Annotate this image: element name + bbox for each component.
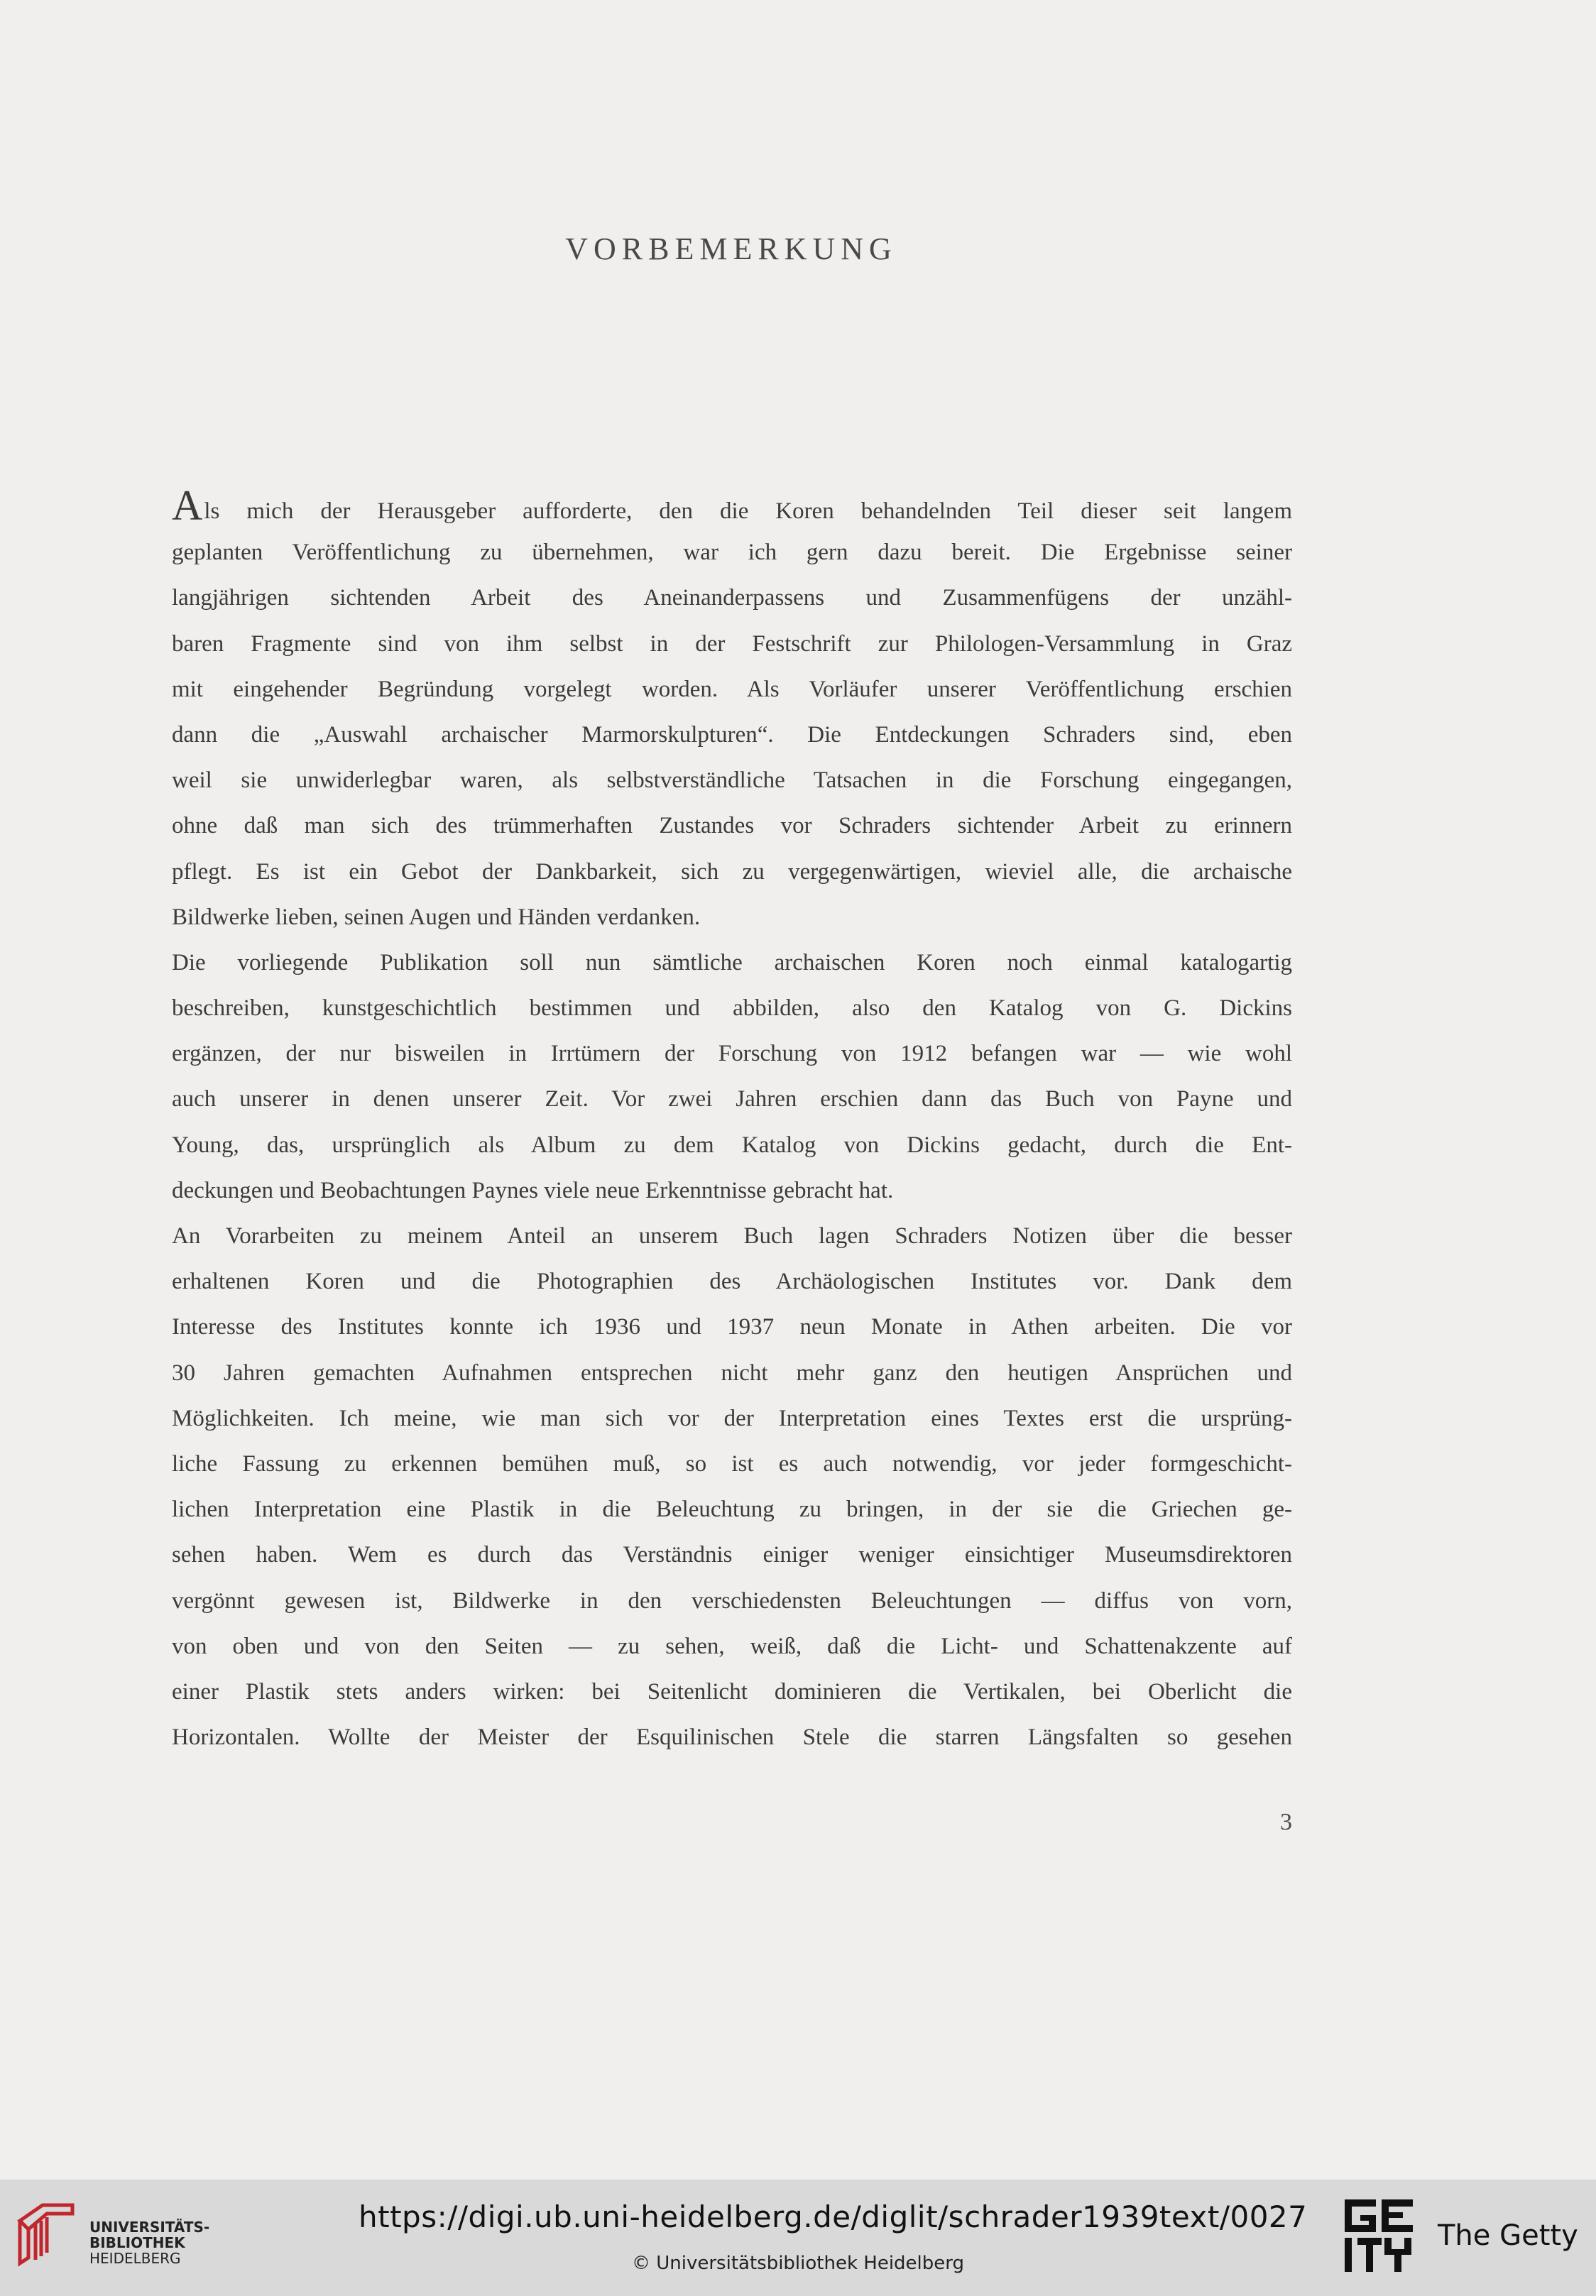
text-line: erhaltenen Koren und die Photographien des Archäologischen Institutes vor. Dank dem (172, 1269, 1292, 1295)
text-line: weil sie unwiderlegbar waren, als selbstverständliche Tatsachen in die Forschung eingegangen, (172, 767, 1292, 794)
page-title: VORBEMERKUNG (565, 231, 897, 266)
text-line: sehen haben. Wem es durch das Verständnis einiger weniger einsichtiger Museumsdirektoren (172, 1542, 1292, 1568)
partner-name: The Getty (1438, 2219, 1578, 2252)
text-line: deckungen und Beobachtungen Paynes viele neue Erkenntnisse gebracht hat. (172, 1177, 894, 1203)
text-line: Interesse des Institutes konnte ich 1936 und 1937 neun Monate in Athen arbeiten. Die vor (172, 1314, 1292, 1340)
library-name: UNIVERSITÄTS- BIBLIOTHEK HEIDELBERG (89, 2219, 210, 2267)
text-line: Die vorliegende Publikation soll nun sämtliche archaischen Koren noch einmal katalogartig (172, 949, 1292, 975)
text-line: Möglichkeiten. Ich meine, wie man sich vor der Interpretation eines Textes erst die ursprüng- (172, 1405, 1292, 1431)
text-line: von oben und von den Seiten — zu sehen, weiß, daß die Licht- und Schattenakzente auf (172, 1633, 1292, 1659)
text-line: geplanten Veröffentlichung zu übernehmen, war ich gern dazu bereit. Die Ergebnisse seiner (172, 540, 1292, 566)
page-number: 3 (1280, 1809, 1292, 1835)
initial-letter: A (172, 482, 203, 529)
text-line: ohne daß man sich des trümmerhaften Zustandes vor Schraders sichtender Arbeit zu erinnern (172, 813, 1292, 839)
text-line: beschreiben, kunstgeschichtlich bestimmen und abbilden, also den Katalog von G. Dickins (172, 995, 1292, 1022)
text-line: Bildwerke lieben, seinen Augen und Händen verdanken. (172, 904, 701, 930)
text-line: vergönnt gewesen ist, Bildwerke in den verschiedensten Beleuchtungen — diffus von vorn, (172, 1587, 1292, 1614)
permalink-url[interactable]: https://digi.ub.uni-heidelberg.de/diglit/schrader1939text/0027 (359, 2199, 1308, 2234)
text-line: pflegt. Es ist ein Gebot der Dankbarkeit, sich zu vergegenwärtigen, wieviel alle, die archaische (172, 858, 1292, 885)
text-line: baren Fragmente sind von ihm selbst in der Festschrift zur Philologen-Versammlung in Graz (172, 630, 1292, 657)
text-line: dann die „Auswahl archaischer Marmorskulpturen“. Die Entdeckungen Schraders sind, eben (172, 721, 1292, 748)
text-line: auch unserer in denen unserer Zeit. Vor zwei Jahren erschien dann das Buch von Payne und (172, 1086, 1292, 1113)
text-line: Horizontalen. Wollte der Meister der Esquilinischen Stele die starren Längsfalten so gesehen (172, 1724, 1292, 1751)
text-line: lichen Interpretation eine Plastik in die Beleuchtung zu bringen, in der sie die Griechen ge- (172, 1497, 1292, 1523)
text-line: An Vorarbeiten zu meinem Anteil an unserem Buch lagen Schraders Notizen über die besser (172, 1223, 1292, 1249)
text-line: langjährigen sichtenden Arbeit des Aneinanderpassens und Zusammenfügens der unzähl- (172, 585, 1292, 611)
text-line: liche Fassung zu erkennen bemühen muß, so ist es auch notwendig, vor jeder formgeschicht- (172, 1450, 1292, 1477)
footer-bar (0, 2180, 1596, 2296)
copyright-notice: © Universitätsbibliothek Heidelberg (631, 2253, 964, 2274)
text-line: mit eingehender Begründung vorgelegt worden. Als Vorläufer unserer Veröffentlichung erschien (172, 676, 1292, 702)
text-line: Als mich der Herausgeber aufforderte, den die Koren behandelnden Teil dieser seit langem (172, 482, 1292, 529)
text-line: einer Plastik stets anders wirken: bei Seitenlicht dominieren die Vertikalen, bei Oberlicht die (172, 1678, 1292, 1705)
text-line: 30 Jahren gemachten Aufnahmen entsprechen nicht mehr ganz den heutigen Ansprüchen und (172, 1360, 1292, 1386)
getty-logo-icon[interactable] (1340, 2195, 1419, 2280)
text-line: Young, das, ursprünglich als Album zu dem Katalog von Dickins gedacht, durch die Ent- (172, 1132, 1292, 1158)
text-line: ergänzen, der nur bisweilen in Irrtümern der Forschung von 1912 befangen war — wie wohl (172, 1041, 1292, 1067)
body-text (172, 484, 1292, 1760)
